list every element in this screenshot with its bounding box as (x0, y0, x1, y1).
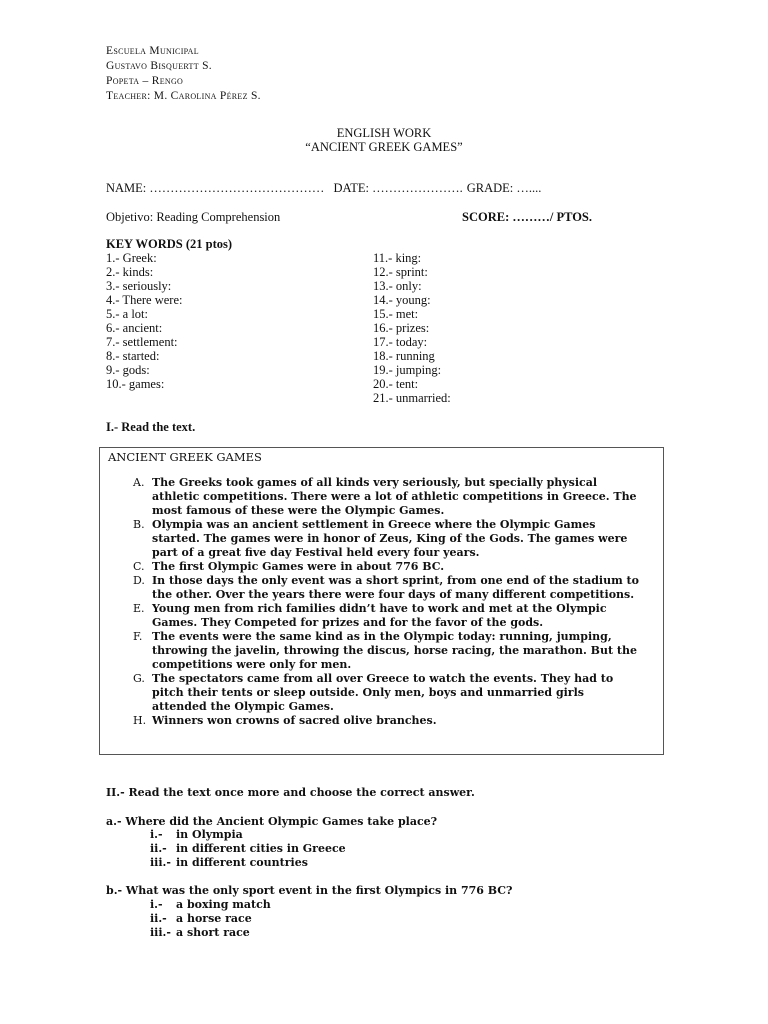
section-1-instruction: I.- Read the text. (106, 420, 196, 434)
keyword-item: 18.- running (373, 349, 435, 363)
keywords-column-1 (106, 251, 182, 391)
paragraph-line: competitions were only for men. (152, 658, 352, 671)
keyword-item: 10.- games: (106, 377, 165, 391)
question-b: b.- What was the only sport event in the first Olympics in 776 BC? (106, 884, 513, 897)
paragraph-letter: G. (133, 672, 145, 685)
date-field[interactable]: …………………. (368, 181, 463, 195)
paragraph-letter: A. (133, 476, 145, 489)
name-field[interactable]: …………………………………… (146, 181, 328, 195)
student-info-row (106, 181, 541, 196)
paragraph-line: pitch their tents or sleep outside. Only men, boys and unmarried girls (152, 686, 584, 699)
keyword-item: 15.- met: (373, 307, 419, 321)
option-text: a horse race (176, 912, 252, 925)
paragraph-line: Olympia was an ancient settlement in Greece where the Olympic Games (152, 518, 596, 531)
paragraph-line: attended the Olympic Games. (152, 700, 334, 713)
option-text: in different cities in Greece (176, 842, 346, 855)
paragraph-line: Young men from rich families didn’t have to work and met at the Olympic (152, 602, 607, 615)
question-a: a.- Where did the Ancient Olympic Games take place? (106, 815, 438, 828)
option-number: i.- (150, 898, 163, 911)
paragraph-letter: C. (133, 560, 145, 573)
paragraph-line: the other. Over the years there were four days of many different competitions. (152, 588, 635, 601)
answer-option[interactable] (150, 828, 346, 842)
paragraph-line: started. The games were in honor of Zeus, King of the Gods. The games were (152, 532, 628, 545)
score-field[interactable]: SCORE: ………/ PTOS. (462, 210, 592, 224)
paragraph-letter: D. (133, 574, 145, 587)
date-label: DATE: (333, 181, 369, 195)
paragraph-line: throwing the javelin, throwing the discus, horse racing, the marathon. But the (152, 644, 637, 657)
school-location: Popeta – Rengo (106, 75, 184, 87)
answer-option[interactable] (150, 926, 271, 940)
paragraph-line: part of a great five day Festival held every four years. (152, 546, 480, 559)
paragraph-line: most famous of these were the Olympic Games. (152, 504, 445, 517)
school-info (106, 44, 261, 104)
grade-field[interactable]: ….... (513, 181, 542, 195)
title-line: ENGLISH WORK (336, 126, 432, 140)
paragraph-text (152, 630, 652, 672)
keyword-item: 17.- today: (373, 335, 428, 349)
keyword-item: 13.- only: (373, 279, 422, 293)
paragraph-letter: E. (133, 602, 145, 615)
paragraph-letter: F. (133, 630, 143, 643)
paragraph-line: athletic competitions. There were a lot of athletic competitions in Greece. The (152, 490, 637, 503)
paragraph-letter: H. (133, 714, 147, 727)
keyword-item: 9.- gods: (106, 363, 150, 377)
keyword-item: 7.- settlement: (106, 335, 178, 349)
answer-option[interactable] (150, 856, 346, 870)
subtitle-line: “ANCIENT GREEK GAMES” (305, 140, 463, 154)
keyword-item: 2.- kinds: (106, 265, 154, 279)
keyword-item: 19.- jumping: (373, 363, 442, 377)
option-number: i.- (150, 828, 163, 841)
option-text: a short race (176, 926, 250, 939)
answer-option[interactable] (150, 898, 271, 912)
reading-text-box (99, 447, 664, 755)
paragraph-line: Games. They Competed for prizes and for the favor of the gods. (152, 616, 544, 629)
keyword-item: 6.- ancient: (106, 321, 163, 335)
keyword-item: 12.- sprint: (373, 265, 428, 279)
paragraph-line: Winners won crowns of sacred olive branches. (152, 714, 437, 727)
keyword-item: 5.- a lot: (106, 307, 149, 321)
keyword-item: 8.- started: (106, 349, 160, 363)
grade-label: GRADE: (466, 181, 514, 195)
school-name: Escuela Municipal (106, 45, 199, 57)
worksheet-title (0, 126, 768, 154)
answer-option[interactable] (150, 912, 271, 926)
paragraph-text (152, 560, 652, 574)
option-number: ii.- (150, 842, 167, 855)
paragraph-line: The events were the same kind as in the Olympic today: running, jumping, (152, 630, 612, 643)
keyword-item: 11.- king: (373, 251, 422, 265)
paragraph-letter: B. (133, 518, 145, 531)
paragraph-text (152, 714, 652, 728)
paragraph-text (152, 518, 652, 560)
paragraph-text (152, 574, 652, 602)
option-text: a boxing match (176, 898, 271, 911)
option-number: iii.- (150, 856, 171, 869)
paragraph-text (152, 672, 652, 714)
keyword-item: 1.- Greek: (106, 251, 157, 265)
keywords-column-2 (373, 251, 451, 405)
objective: Objetivo: Reading Comprehension (106, 210, 281, 224)
school-name-2: Gustavo Bisquertt S. (106, 60, 212, 72)
keyword-item: 14.- young: (373, 293, 431, 307)
keyword-item: 3.- seriously: (106, 279, 172, 293)
question-b-options (150, 898, 271, 940)
keyword-item: 16.- prizes: (373, 321, 430, 335)
paragraph-text (152, 602, 652, 630)
option-number: ii.- (150, 912, 167, 925)
name-label: NAME: (106, 181, 147, 195)
option-text: in Olympia (176, 828, 243, 841)
question-a-options (150, 828, 346, 870)
keyword-item: 20.- tent: (373, 377, 419, 391)
section-2-instruction: II.- Read the text once more and choose the correct answer. (106, 786, 475, 799)
keywords-heading: KEY WORDS (21 ptos) (106, 237, 233, 251)
paragraph-line: The spectators came from all over Greece to watch the events. They had to (152, 672, 614, 685)
keyword-item: 21.- unmarried: (373, 391, 451, 405)
option-number: iii.- (150, 926, 171, 939)
paragraph-text (152, 476, 652, 518)
answer-option[interactable] (150, 842, 346, 856)
option-text: in different countries (176, 856, 308, 869)
reading-title: ANCIENT GREEK GAMES (108, 450, 262, 464)
teacher-name: Teacher: M. Carolina Pérez S. (106, 90, 261, 102)
keyword-item: 4.- There were: (106, 293, 183, 307)
paragraph-line: In those days the only event was a short sprint, from one end of the stadium to (152, 574, 639, 587)
paragraph-line: The first Olympic Games were in about 776 BC. (152, 560, 445, 573)
paragraph-line: The Greeks took games of all kinds very seriously, but specially physical (152, 476, 598, 489)
